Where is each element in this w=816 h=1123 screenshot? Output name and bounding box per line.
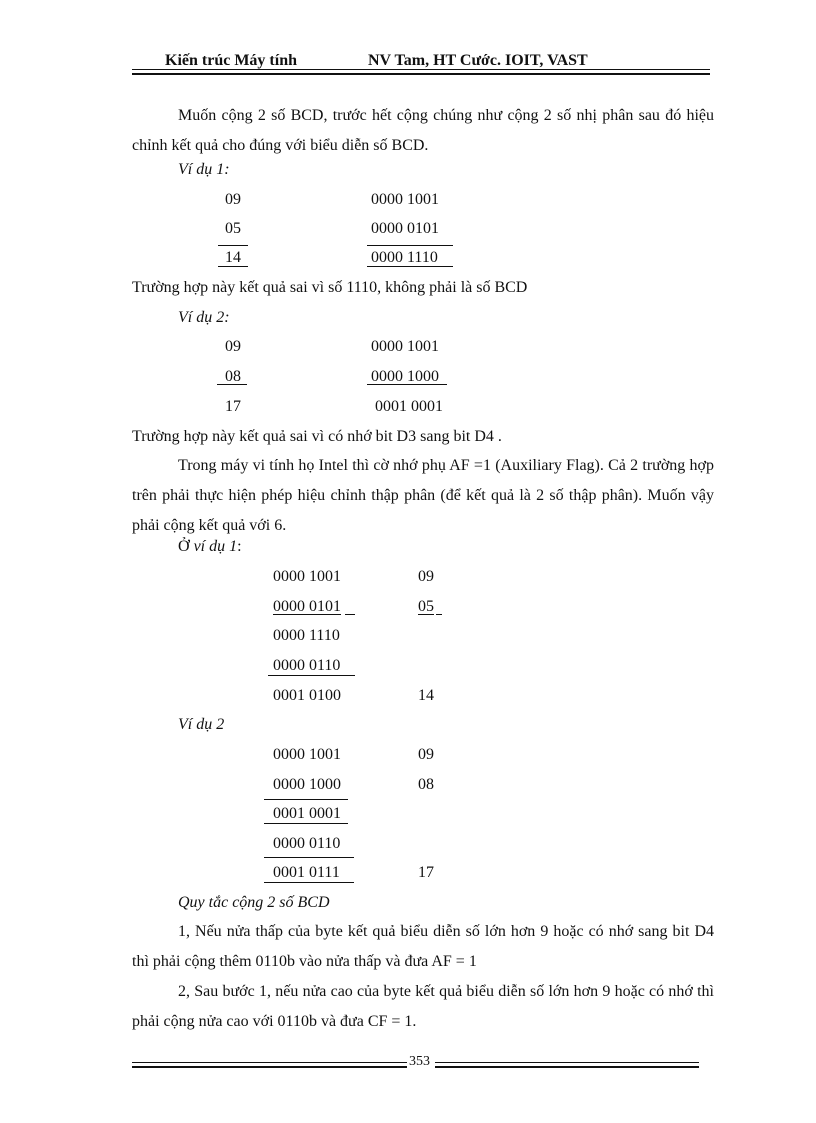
fix1-label (178, 537, 242, 557)
rule-1 (132, 917, 714, 977)
example2-label: Ví dụ 2: (178, 309, 230, 326)
footer-rule-left-bottom (132, 1066, 407, 1068)
ex2-sum-line-bin (367, 384, 447, 385)
fix2-bin-4: 0000 0110 (273, 835, 341, 852)
ex1-dec-2: 05 (225, 220, 241, 237)
header-rule-bottom (132, 73, 710, 75)
rule-1-text: 1, Nếu nửa thấp của byte kết quả biểu diễn số lớn hơn 9 hoặc có nhớ sang bit D4 thì phải cộng thêm 0110b vào nửa thấp và đưa AF = 1 (132, 923, 714, 970)
intro-paragraph (132, 101, 714, 161)
fix2-line-1b (264, 823, 348, 824)
fix1-bin-5: 0001 0100 (273, 687, 341, 704)
rules-title: Quy tắc cộng 2 số BCD (178, 894, 330, 911)
footer-rule-right-top (435, 1062, 699, 1063)
fix1-label-italic: ví dụ 1 (193, 538, 238, 555)
intel-paragraph (132, 451, 714, 541)
fix1-bin-3: 0000 1110 (273, 627, 340, 644)
ex1-note: Trường hợp này kết quả sai vì số 1110, không phải là số BCD (132, 279, 528, 296)
fix2-dec-1: 09 (418, 746, 434, 763)
ex1-under-bin (367, 266, 453, 267)
intro-text: Muốn cộng 2 số BCD, trước hết cộng chúng như cộng 2 số nhị phân sau đó hiệu chỉnh kết quả cho đúng với biểu diễn số BCD. (132, 107, 714, 154)
intel-text: Trong máy vi tính họ Intel thì cờ nhớ phụ AF =1 (Auxiliary Flag). Cả 2 trường hợp trên phải thực hiện phép hiệu chỉnh thập phân (để kết quả là 2 số thập phân). Muốn vậy phải cộng kết quả với 6. (132, 457, 714, 534)
fix2-under-line (264, 882, 354, 883)
header-rule-top (132, 69, 710, 70)
fix1-bin-1: 0000 1001 (273, 568, 341, 585)
fix1-sum-line (268, 675, 355, 676)
fix2-bin-1: 0000 1001 (273, 746, 341, 763)
ex2-dec-sum: 17 (225, 398, 241, 415)
ex2-dec-1: 09 (225, 338, 241, 355)
fix1-bin-4: 0000 0110 (273, 657, 341, 674)
footer-rule-left-top (132, 1062, 407, 1063)
ex2-bin-sum: 0001 0001 (375, 398, 443, 415)
ex1-bin-sum: 0000 1110 (371, 249, 438, 266)
page-number: 353 (409, 1054, 430, 1069)
fix2-label: Ví dụ 2 (178, 716, 225, 733)
fix2-bin-3: 0001 0001 (273, 805, 341, 822)
ex1-bin-1: 0000 1001 (371, 191, 439, 208)
fix1-label-suffix: : (237, 538, 242, 555)
ex1-under-dec (218, 266, 248, 267)
fix1-dec-line-ext (436, 614, 442, 615)
ex2-bin-1: 0000 1001 (371, 338, 439, 355)
ex2-dec-2: 08 (225, 368, 241, 385)
fix1-label-prefix: Ở (178, 538, 194, 555)
ex1-dec-1: 09 (225, 191, 241, 208)
fix1-dec-5: 14 (418, 687, 434, 704)
example1-label: Ví dụ 1: (178, 161, 230, 178)
header-title: Kiến trúc Máy tính (165, 52, 297, 69)
fix2-dec-5: 17 (418, 864, 434, 881)
ex1-sum-line-bin (367, 245, 453, 246)
footer-rule-right-bottom (435, 1066, 699, 1068)
fix1-bin-2: 0000 0101 (273, 598, 341, 615)
rule-2 (132, 977, 714, 1037)
ex2-note: Trường hợp này kết quả sai vì có nhớ bit D3 sang bit D4 . (132, 428, 502, 445)
fix2-line-1 (264, 799, 348, 800)
fix2-sum-line (264, 857, 354, 858)
fix2-bin-5: 0001 0111 (273, 864, 340, 881)
ex2-sum-line-dec (217, 384, 247, 385)
header-authors: NV Tam, HT Cước. IOIT, VAST (368, 52, 588, 69)
fix1-dec-1: 09 (418, 568, 434, 585)
fix1-dec-2: 05 (418, 598, 434, 615)
fix2-bin-2: 0000 1000 (273, 776, 341, 793)
ex2-bin-2: 0000 1000 (371, 368, 439, 385)
ex1-sum-line-dec (218, 245, 248, 246)
fix2-dec-2: 08 (418, 776, 434, 793)
ex1-bin-2: 0000 0101 (371, 220, 439, 237)
ex1-dec-sum: 14 (225, 249, 241, 266)
fix1-line-2-ext (345, 614, 355, 615)
rule-2-text: 2, Sau bước 1, nếu nửa cao của byte kết quả biểu diễn số lớn hơn 9 hoặc có nhớ thì phải cộng nửa cao với 0110b và đưa CF = 1. (132, 983, 714, 1030)
